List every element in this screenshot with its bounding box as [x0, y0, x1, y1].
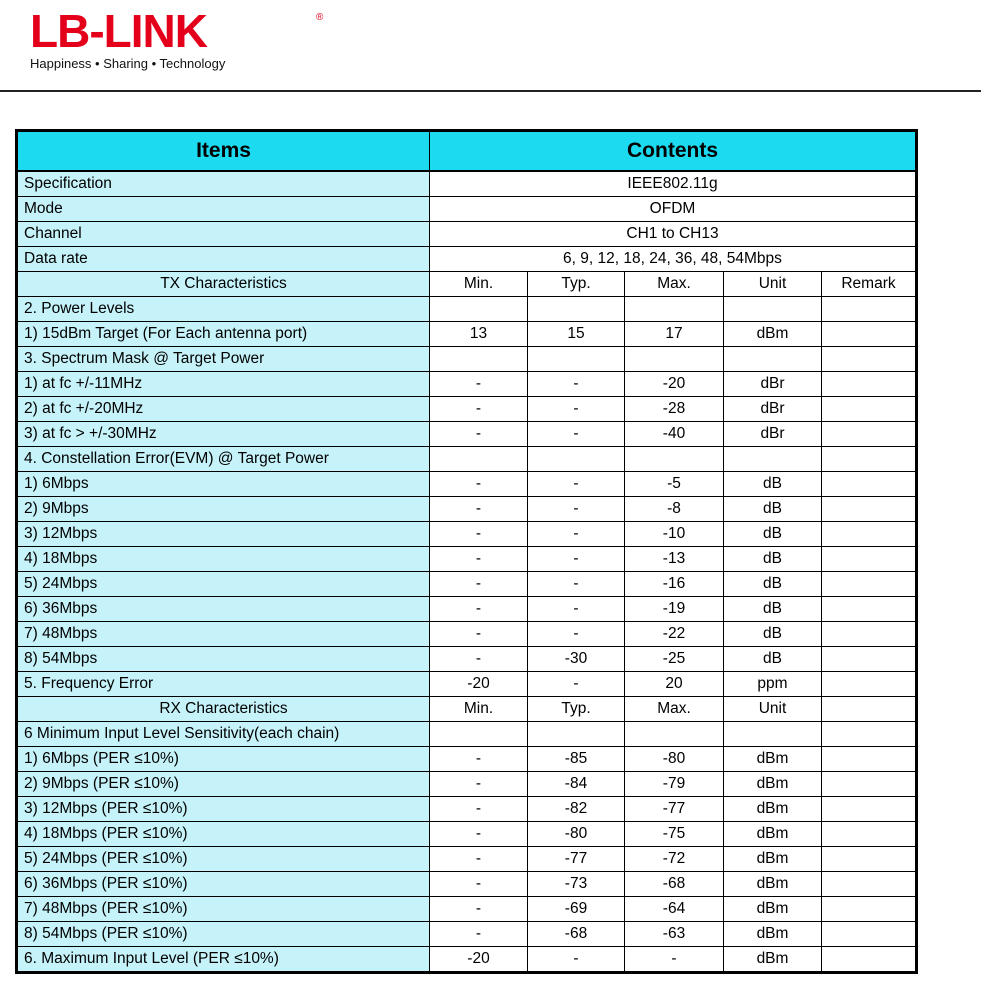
remark-cell	[822, 797, 917, 822]
spec-row	[17, 647, 917, 672]
remark-cell	[822, 297, 917, 322]
remark-cell	[822, 447, 917, 472]
typ-cell	[528, 447, 625, 472]
section-title: TX Characteristics	[17, 272, 430, 297]
max-cell: -72	[625, 847, 724, 872]
item-cell: 2) 9Mbps	[17, 497, 430, 522]
unit-cell	[724, 297, 822, 322]
max-cell: -13	[625, 547, 724, 572]
remark-column-header	[822, 697, 917, 722]
item-cell: 3) 12Mbps (PER ≤10%)	[17, 797, 430, 822]
max-cell	[625, 722, 724, 747]
unit-cell: dBr	[724, 397, 822, 422]
contents-header: Contents	[430, 131, 917, 172]
max-cell: -75	[625, 822, 724, 847]
unit-cell: dBm	[724, 922, 822, 947]
typ-cell: -30	[528, 647, 625, 672]
item-cell: 7) 48Mbps (PER ≤10%)	[17, 897, 430, 922]
unit-cell: dBm	[724, 897, 822, 922]
min-column-header: Min.	[430, 697, 528, 722]
typ-cell: -	[528, 472, 625, 497]
typ-cell: -	[528, 522, 625, 547]
max-column-header: Max.	[625, 697, 724, 722]
max-cell: -10	[625, 522, 724, 547]
typ-cell: -84	[528, 772, 625, 797]
max-cell: -77	[625, 797, 724, 822]
header-divider	[0, 90, 981, 92]
typ-cell: -	[528, 397, 625, 422]
max-cell: -8	[625, 497, 724, 522]
typ-cell: -	[528, 497, 625, 522]
remark-cell	[822, 347, 917, 372]
remark-cell	[822, 822, 917, 847]
typ-cell: -	[528, 572, 625, 597]
min-cell: -	[430, 747, 528, 772]
min-cell: -	[430, 647, 528, 672]
item-cell: Specification	[17, 171, 430, 197]
min-cell: -	[430, 422, 528, 447]
unit-cell	[724, 722, 822, 747]
unit-cell	[724, 447, 822, 472]
spec-row	[17, 297, 917, 322]
min-cell: -	[430, 597, 528, 622]
max-cell: -16	[625, 572, 724, 597]
spec-row	[17, 572, 917, 597]
items-header: Items	[17, 131, 430, 172]
item-cell: 2) 9Mbps (PER ≤10%)	[17, 772, 430, 797]
unit-cell: dB	[724, 647, 822, 672]
item-cell: 1) at fc +/-11MHz	[17, 372, 430, 397]
spec-row	[17, 747, 917, 772]
general-row	[17, 197, 917, 222]
spec-row	[17, 472, 917, 497]
general-row	[17, 222, 917, 247]
item-cell: 6 Minimum Input Level Sensitivity(each chain)	[17, 722, 430, 747]
item-cell: 2. Power Levels	[17, 297, 430, 322]
item-cell: 3) 12Mbps	[17, 522, 430, 547]
max-column-header: Max.	[625, 272, 724, 297]
value-cell: IEEE802.11g	[430, 171, 917, 197]
min-cell: -	[430, 397, 528, 422]
unit-cell: dBm	[724, 797, 822, 822]
unit-cell: dB	[724, 472, 822, 497]
spec-row	[17, 672, 917, 697]
typ-cell	[528, 722, 625, 747]
rx-characteristics-header	[17, 697, 917, 722]
remark-cell	[822, 722, 917, 747]
typ-cell: 15	[528, 322, 625, 347]
typ-cell: -73	[528, 872, 625, 897]
logo-wordmark: LB-LINK	[30, 5, 207, 57]
max-cell	[625, 347, 724, 372]
min-column-header: Min.	[430, 272, 528, 297]
remark-cell	[822, 747, 917, 772]
remark-cell	[822, 772, 917, 797]
unit-cell: dBr	[724, 422, 822, 447]
spec-row	[17, 497, 917, 522]
item-cell: 8) 54Mbps	[17, 647, 430, 672]
typ-cell: -77	[528, 847, 625, 872]
unit-cell: dB	[724, 547, 822, 572]
item-cell: 8) 54Mbps (PER ≤10%)	[17, 922, 430, 947]
typ-column-header: Typ.	[528, 697, 625, 722]
item-cell: 4) 18Mbps	[17, 547, 430, 572]
max-cell: -79	[625, 772, 724, 797]
spec-row	[17, 947, 917, 973]
remark-cell	[822, 597, 917, 622]
max-cell: -40	[625, 422, 724, 447]
item-cell: 4) 18Mbps (PER ≤10%)	[17, 822, 430, 847]
max-cell: -20	[625, 372, 724, 397]
min-cell: -	[430, 897, 528, 922]
remark-cell	[822, 647, 917, 672]
min-cell: 13	[430, 322, 528, 347]
typ-cell: -	[528, 622, 625, 647]
spec-row	[17, 322, 917, 347]
spec-row	[17, 897, 917, 922]
spec-row	[17, 797, 917, 822]
min-cell	[430, 347, 528, 372]
max-cell: -68	[625, 872, 724, 897]
remark-cell	[822, 897, 917, 922]
unit-column-header: Unit	[724, 697, 822, 722]
min-cell: -	[430, 847, 528, 872]
remark-cell	[822, 672, 917, 697]
remark-cell	[822, 472, 917, 497]
max-cell: -25	[625, 647, 724, 672]
typ-cell: -	[528, 547, 625, 572]
spec-table	[15, 129, 918, 974]
general-row	[17, 171, 917, 197]
spec-row	[17, 522, 917, 547]
min-cell: -	[430, 522, 528, 547]
remark-cell	[822, 422, 917, 447]
item-cell: 6) 36Mbps	[17, 597, 430, 622]
typ-cell: -82	[528, 797, 625, 822]
table-header-row	[17, 131, 917, 172]
item-cell: 1) 6Mbps	[17, 472, 430, 497]
unit-cell: dB	[724, 622, 822, 647]
spec-row	[17, 847, 917, 872]
remark-cell	[822, 372, 917, 397]
typ-cell	[528, 297, 625, 322]
unit-cell: dBm	[724, 872, 822, 897]
item-cell: 7) 48Mbps	[17, 622, 430, 647]
min-cell: -	[430, 572, 528, 597]
min-cell: -20	[430, 947, 528, 973]
max-cell: -80	[625, 747, 724, 772]
item-cell: Channel	[17, 222, 430, 247]
item-cell: Data rate	[17, 247, 430, 272]
logo-tagline: Happiness • Sharing • Technology	[30, 56, 226, 71]
spec-row	[17, 822, 917, 847]
typ-cell: -	[528, 597, 625, 622]
item-cell: 6) 36Mbps (PER ≤10%)	[17, 872, 430, 897]
tx-characteristics-header	[17, 272, 917, 297]
unit-cell	[724, 347, 822, 372]
typ-cell: -	[528, 672, 625, 697]
item-cell: 2) at fc +/-20MHz	[17, 397, 430, 422]
max-cell: 20	[625, 672, 724, 697]
unit-cell: dB	[724, 572, 822, 597]
min-cell: -	[430, 372, 528, 397]
unit-cell: dBm	[724, 847, 822, 872]
item-cell: 5) 24Mbps (PER ≤10%)	[17, 847, 430, 872]
typ-cell: -	[528, 422, 625, 447]
item-cell: Mode	[17, 197, 430, 222]
max-cell: -5	[625, 472, 724, 497]
max-cell: -63	[625, 922, 724, 947]
spec-row	[17, 722, 917, 747]
min-cell: -	[430, 497, 528, 522]
spec-row	[17, 772, 917, 797]
item-cell: 4. Constellation Error(EVM) @ Target Power	[17, 447, 430, 472]
unit-cell: dB	[724, 497, 822, 522]
min-cell: -	[430, 472, 528, 497]
max-cell: 17	[625, 322, 724, 347]
unit-cell: dB	[724, 597, 822, 622]
remark-cell	[822, 872, 917, 897]
unit-cell: dBr	[724, 372, 822, 397]
general-row	[17, 247, 917, 272]
max-cell: -22	[625, 622, 724, 647]
max-cell: -	[625, 947, 724, 973]
remark-cell	[822, 572, 917, 597]
value-cell: CH1 to CH13	[430, 222, 917, 247]
registered-mark: ®	[316, 12, 324, 23]
spec-table-body	[17, 131, 917, 973]
unit-cell: dB	[724, 522, 822, 547]
unit-cell: dBm	[724, 947, 822, 973]
remark-cell	[822, 922, 917, 947]
remark-cell	[822, 497, 917, 522]
min-cell	[430, 297, 528, 322]
value-cell: OFDM	[430, 197, 917, 222]
spec-row	[17, 622, 917, 647]
spec-row	[17, 422, 917, 447]
item-cell: 3) at fc > +/-30MHz	[17, 422, 430, 447]
spec-row	[17, 597, 917, 622]
typ-cell: -68	[528, 922, 625, 947]
unit-cell: dBm	[724, 747, 822, 772]
min-cell: -	[430, 822, 528, 847]
spec-row	[17, 547, 917, 572]
remark-cell	[822, 622, 917, 647]
spec-row	[17, 347, 917, 372]
remark-cell	[822, 522, 917, 547]
remark-column-header: Remark	[822, 272, 917, 297]
max-cell	[625, 447, 724, 472]
remark-cell	[822, 397, 917, 422]
value-cell: 6, 9, 12, 18, 24, 36, 48, 54Mbps	[430, 247, 917, 272]
typ-cell: -	[528, 947, 625, 973]
unit-cell: ppm	[724, 672, 822, 697]
min-cell: -	[430, 622, 528, 647]
min-cell: -	[430, 872, 528, 897]
spec-row	[17, 372, 917, 397]
min-cell	[430, 447, 528, 472]
item-cell: 1) 15dBm Target (For Each antenna port)	[17, 322, 430, 347]
min-cell: -	[430, 797, 528, 822]
remark-cell	[822, 947, 917, 973]
item-cell: 1) 6Mbps (PER ≤10%)	[17, 747, 430, 772]
typ-cell: -85	[528, 747, 625, 772]
max-cell: -28	[625, 397, 724, 422]
unit-cell: dBm	[724, 322, 822, 347]
spec-row	[17, 922, 917, 947]
max-cell	[625, 297, 724, 322]
item-cell: 6. Maximum Input Level (PER ≤10%)	[17, 947, 430, 973]
unit-column-header: Unit	[724, 272, 822, 297]
min-cell	[430, 722, 528, 747]
typ-cell: -	[528, 372, 625, 397]
spec-row	[17, 872, 917, 897]
typ-cell	[528, 347, 625, 372]
min-cell: -	[430, 922, 528, 947]
section-title: RX Characteristics	[17, 697, 430, 722]
min-cell: -	[430, 547, 528, 572]
max-cell: -19	[625, 597, 724, 622]
min-cell: -20	[430, 672, 528, 697]
remark-cell	[822, 547, 917, 572]
unit-cell: dBm	[724, 772, 822, 797]
unit-cell: dBm	[724, 822, 822, 847]
typ-cell: -80	[528, 822, 625, 847]
item-cell: 5) 24Mbps	[17, 572, 430, 597]
spec-row	[17, 397, 917, 422]
typ-column-header: Typ.	[528, 272, 625, 297]
typ-cell: -69	[528, 897, 625, 922]
item-cell: 3. Spectrum Mask @ Target Power	[17, 347, 430, 372]
item-cell: 5. Frequency Error	[17, 672, 430, 697]
spec-row	[17, 447, 917, 472]
remark-cell	[822, 847, 917, 872]
remark-cell	[822, 322, 917, 347]
min-cell: -	[430, 772, 528, 797]
max-cell: -64	[625, 897, 724, 922]
